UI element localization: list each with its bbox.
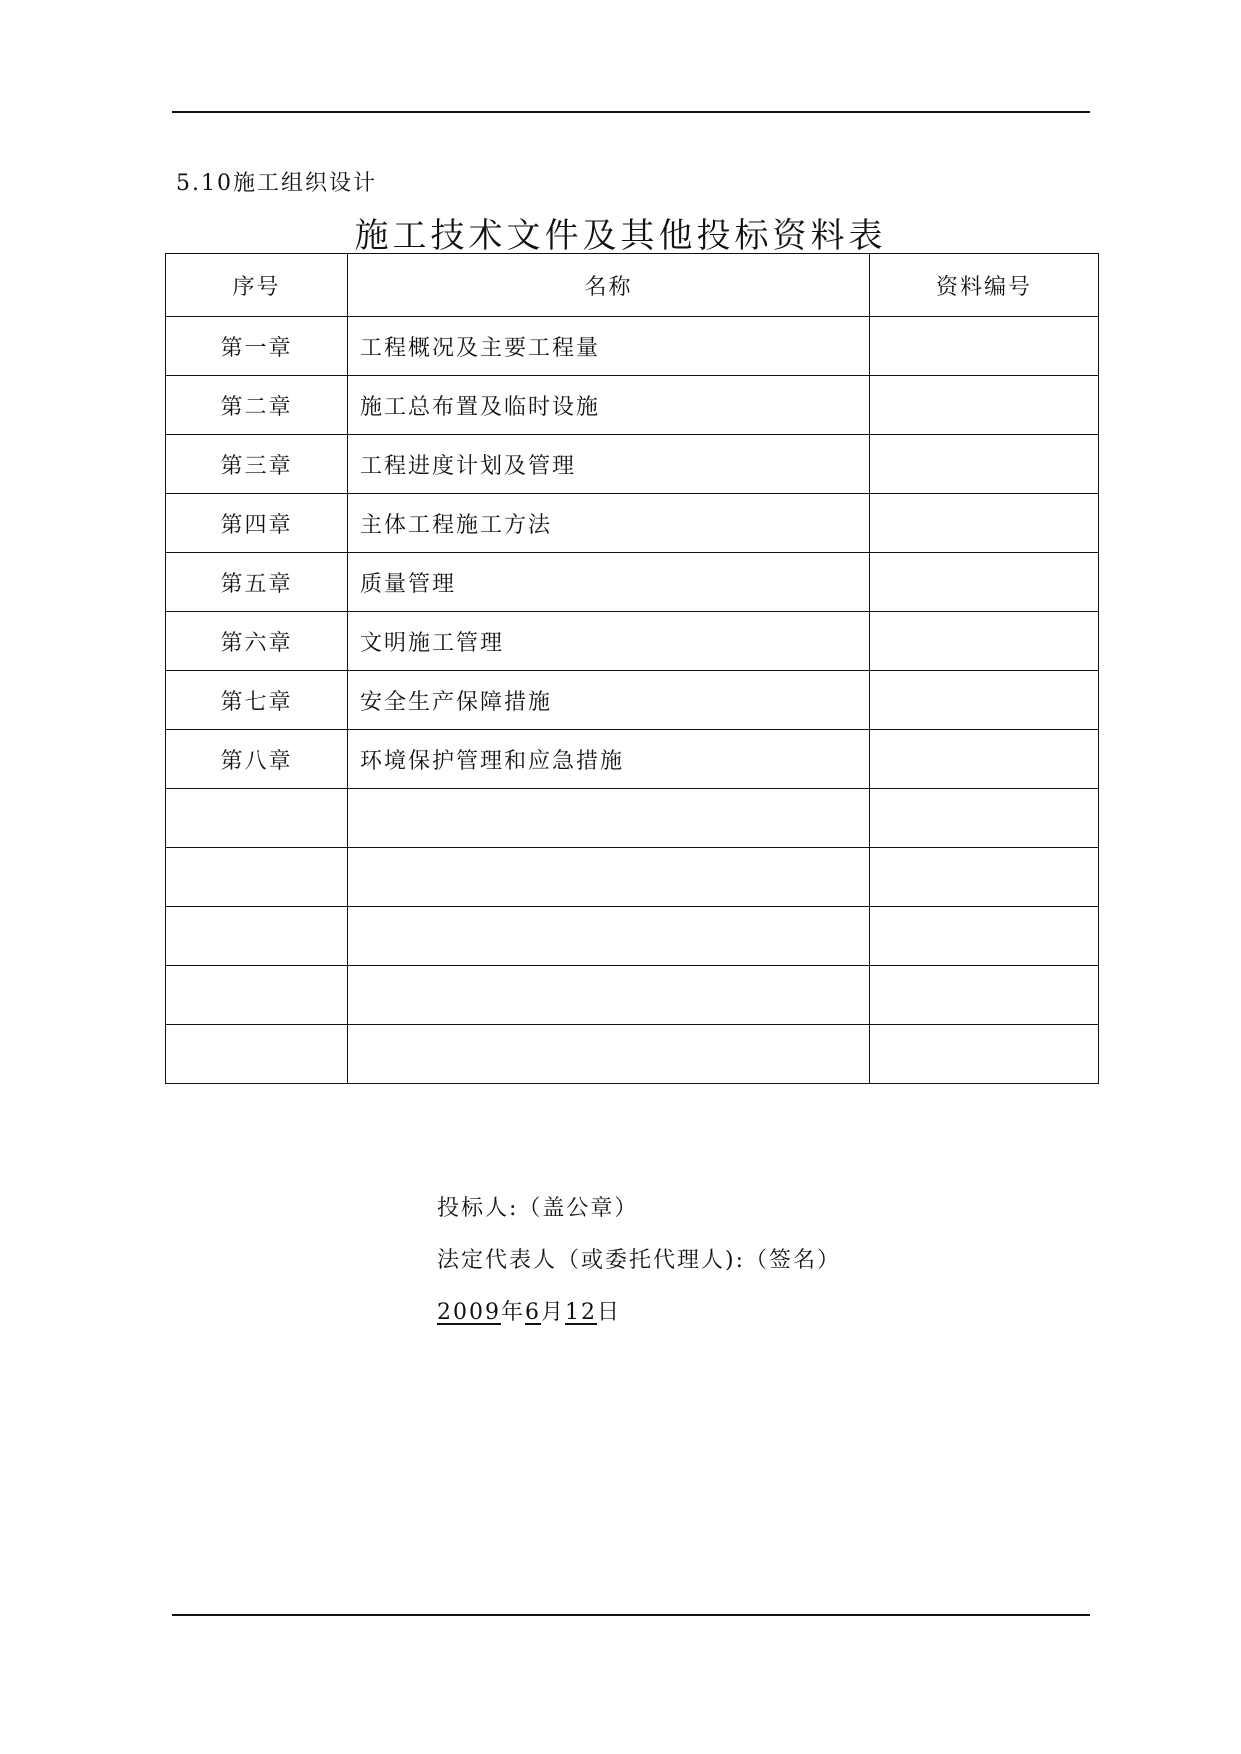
table-row	[166, 612, 1099, 671]
row-number: 第七章	[166, 671, 348, 730]
materials-table	[165, 253, 1099, 1084]
row-name	[348, 848, 870, 907]
row-name	[348, 907, 870, 966]
header-code: 资料编号	[870, 254, 1099, 317]
table-row	[166, 317, 1099, 376]
row-number: 第二章	[166, 376, 348, 435]
row-code	[870, 1025, 1099, 1084]
row-name: 工程概况及主要工程量	[348, 317, 870, 376]
row-code	[870, 730, 1099, 789]
row-number: 第六章	[166, 612, 348, 671]
row-code	[870, 671, 1099, 730]
table-row	[166, 435, 1099, 494]
header-rule	[172, 111, 1090, 113]
table-header-row	[166, 254, 1099, 317]
row-code	[870, 612, 1099, 671]
date-year-unit: 年	[501, 1300, 526, 1325]
row-name	[348, 789, 870, 848]
row-number	[166, 848, 348, 907]
table-row	[166, 553, 1099, 612]
date-day-unit: 日	[597, 1300, 622, 1325]
row-number: 第三章	[166, 435, 348, 494]
representative-line: 法定代表人（或委托代理人):（签名）	[437, 1248, 841, 1273]
row-code	[870, 907, 1099, 966]
row-name	[348, 966, 870, 1025]
header-number: 序号	[166, 254, 348, 317]
table-row	[166, 966, 1099, 1025]
row-number: 第五章	[166, 553, 348, 612]
table-row	[166, 671, 1099, 730]
table-row	[166, 907, 1099, 966]
row-code	[870, 435, 1099, 494]
row-code	[870, 553, 1099, 612]
row-number	[166, 907, 348, 966]
row-number: 第一章	[166, 317, 348, 376]
row-name: 环境保护管理和应急措施	[348, 730, 870, 789]
table-row	[166, 789, 1099, 848]
row-number	[166, 966, 348, 1025]
footer-rule	[172, 1614, 1090, 1616]
date-month-unit: 月	[541, 1300, 566, 1325]
row-name: 文明施工管理	[348, 612, 870, 671]
date-month: 6	[525, 1300, 542, 1325]
document-title: 施工技术文件及其他投标资料表	[354, 216, 887, 256]
row-number: 第四章	[166, 494, 348, 553]
row-number	[166, 789, 348, 848]
row-code	[870, 317, 1099, 376]
row-name: 施工总布置及临时设施	[348, 376, 870, 435]
date-line	[437, 1287, 841, 1339]
row-code	[870, 376, 1099, 435]
table-row	[166, 848, 1099, 907]
section-heading: 5.10施工组织设计	[176, 171, 377, 196]
table-row	[166, 494, 1099, 553]
table-row	[166, 376, 1099, 435]
row-number: 第八章	[166, 730, 348, 789]
row-name: 工程进度计划及管理	[348, 435, 870, 494]
date-day: 12	[565, 1300, 598, 1325]
bidder-line: 投标人:（盖公章）	[437, 1196, 639, 1221]
table-row	[166, 730, 1099, 789]
row-code	[870, 494, 1099, 553]
header-name: 名称	[348, 254, 870, 317]
row-name: 质量管理	[348, 553, 870, 612]
row-name	[348, 1025, 870, 1084]
row-name: 安全生产保障措施	[348, 671, 870, 730]
row-code	[870, 848, 1099, 907]
row-name: 主体工程施工方法	[348, 494, 870, 553]
row-code	[870, 789, 1099, 848]
row-number	[166, 1025, 348, 1084]
row-code	[870, 966, 1099, 1025]
date-year: 2009	[437, 1300, 501, 1325]
table-row	[166, 1025, 1099, 1084]
signature-block	[437, 1183, 841, 1339]
